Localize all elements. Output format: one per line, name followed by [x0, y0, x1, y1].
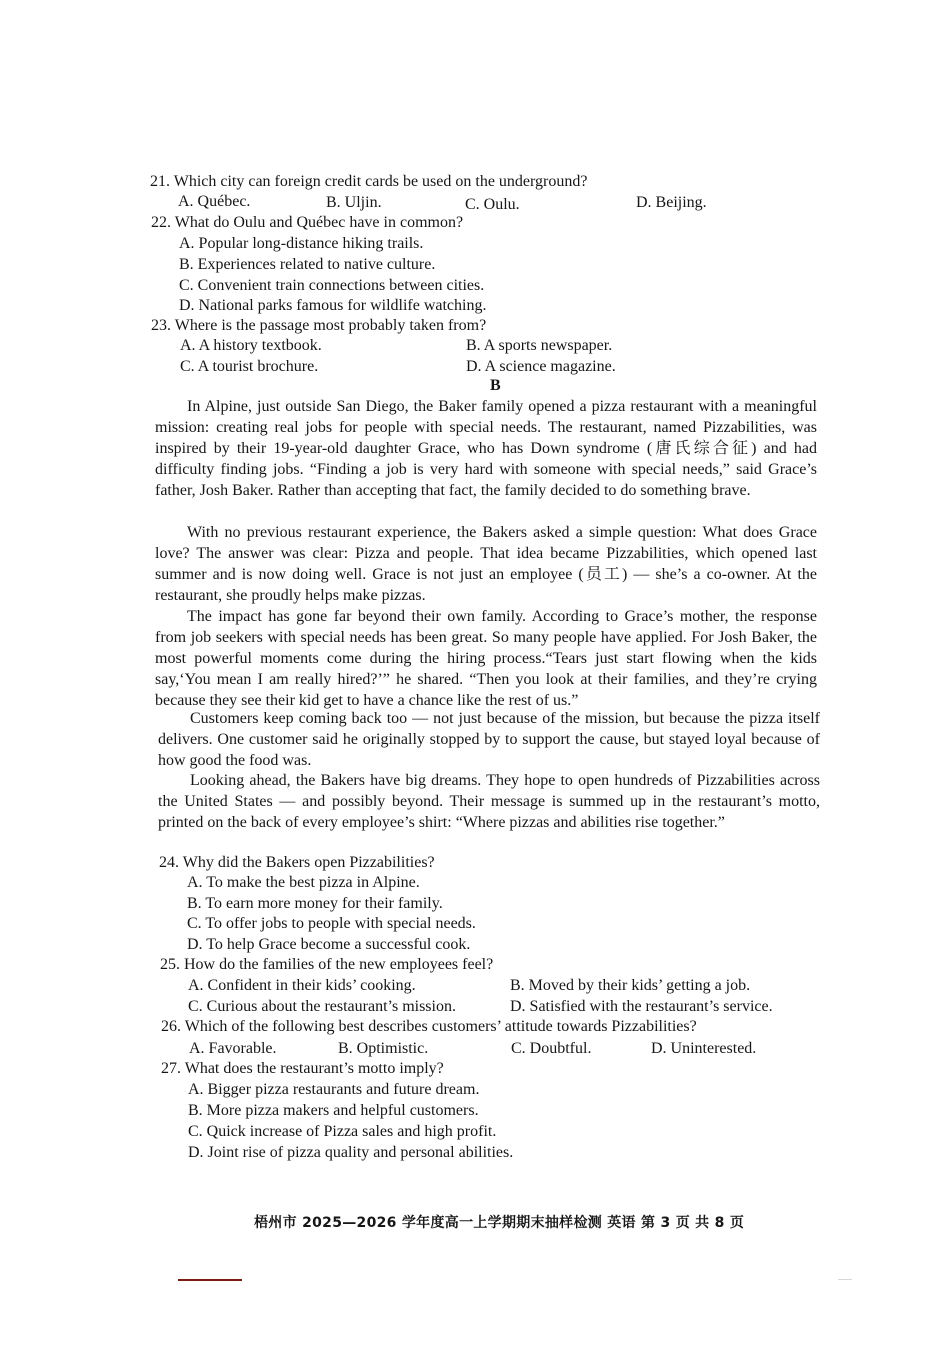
section-b-heading: B: [490, 377, 501, 394]
question-24-option-b: B. To earn more money for their family.: [187, 895, 443, 912]
passage-paragraph-1: In Alpine, just outside San Diego, the Baker family opened a pizza restaurant with a meaningful mission: creating real jobs for people with special needs. The restaurant, named Pizzabilities, was inspired by their 19-year-old daughter Grace, who has Down syndrome (唐氏综合征) and had difficulty finding jobs. “Finding a job is very hard with someone with special needs,” said Grace’s father, Josh Baker. Rather than accepting that fact, the family decided to do something brave.: [155, 398, 817, 499]
question-22-stem: 22. What do Oulu and Québec have in common?: [151, 214, 464, 231]
question-26-stem: 26. Which of the following best describes customers’ attitude towards Pizzabilities?: [161, 1018, 697, 1035]
question-25-option-c: C. Curious about the restaurant’s mission.: [188, 998, 456, 1015]
question-22-option-b: B. Experiences related to native culture.: [179, 256, 436, 273]
passage-paragraph-4: Customers keep coming back too — not just because of the mission, but because the pizza itself delivers. One customer said he originally stopped by to support the cause, but stayed loyal because of how good the food was.: [158, 710, 820, 769]
page-footer: 梧州市 2025—2026 学年度高一上学期期末抽样检测 英语 第 3 页 共 8 页: [254, 1215, 745, 1231]
question-27-stem: 27. What does the restaurant’s motto imply?: [161, 1060, 444, 1077]
question-21-option-d: D. Beijing.: [636, 194, 707, 211]
question-25-option-b: B. Moved by their kids’ getting a job.: [510, 977, 751, 994]
question-25-stem: 25. How do the families of the new employees feel?: [160, 956, 494, 973]
passage-paragraph-5: Looking ahead, the Bakers have big dreams. They hope to open hundreds of Pizzabilities across the United States — and possibly beyond. Their message is summed up in the restaurant’s motto, printed on the back of every employee’s shirt: “Where pizzas and abilities rise together.”: [158, 772, 820, 831]
question-26-option-d: D. Uninterested.: [651, 1040, 757, 1057]
question-23-option-d: D. A science magazine.: [466, 358, 616, 375]
question-23-option-a: A. A history textbook.: [180, 337, 322, 354]
scan-mark: [178, 1279, 242, 1281]
question-21-option-b: B. Uljin.: [326, 194, 382, 211]
question-25-option-a: A. Confident in their kids’ cooking.: [188, 977, 416, 994]
question-26-option-c: C. Doubtful.: [511, 1040, 592, 1057]
question-27-option-b: B. More pizza makers and helpful customers.: [188, 1102, 479, 1119]
question-22-option-d: D. National parks famous for wildlife watching.: [179, 297, 487, 314]
question-25-option-d: D. Satisfied with the restaurant’s service.: [510, 998, 773, 1015]
question-24-option-a: A. To make the best pizza in Alpine.: [187, 874, 420, 891]
question-22-option-c: C. Convenient train connections between cities.: [179, 277, 485, 294]
question-23-stem: 23. Where is the passage most probably taken from?: [151, 317, 487, 334]
question-26-option-a: A. Favorable.: [189, 1040, 277, 1057]
question-23-option-c: C. A tourist brochure.: [180, 358, 319, 375]
question-26-option-b: B. Optimistic.: [338, 1040, 429, 1057]
passage-paragraph-2: With no previous restaurant experience, the Bakers asked a simple question: What does Grace love? The answer was clear: Pizza and people. That idea became Pizzabilities, which opened last summer and is now doing well. Grace is not just an employee (员工) — she’s a co-owner. At the restaurant, she proudly helps make pizzas.: [155, 524, 817, 604]
question-27-option-c: C. Quick increase of Pizza sales and high profit.: [188, 1123, 497, 1140]
passage-paragraph-3: The impact has gone far beyond their own family. According to Grace’s mother, the response from job seekers with special needs has been great. So many people have applied. For Josh Baker, the most powerful moments come during the hiring process.“Tears just start flowing when the kids say,‘You mean I am really hired?’” he shared. “Then you look at their families, and they’re crying because they see their kid get to have a chance like the rest of us.”: [155, 608, 817, 709]
question-27-option-d: D. Joint rise of pizza quality and personal abilities.: [188, 1144, 514, 1161]
question-24-option-c: C. To offer jobs to people with special needs.: [187, 915, 476, 932]
question-24-option-d: D. To help Grace become a successful cook.: [187, 936, 471, 953]
question-27-option-a: A. Bigger pizza restaurants and future dream.: [188, 1081, 480, 1098]
question-24-stem: 24. Why did the Bakers open Pizzabilities?: [159, 854, 435, 871]
question-22-option-a: A. Popular long-distance hiking trails.: [179, 235, 424, 252]
question-23-option-b: B. A sports newspaper.: [466, 337, 613, 354]
scan-dot: [838, 1279, 852, 1280]
question-21-stem: 21. Which city can foreign credit cards be used on the underground?: [150, 173, 588, 190]
question-21-option-a: A. Québec.: [178, 193, 251, 210]
question-21-option-c: C. Oulu.: [465, 196, 520, 213]
